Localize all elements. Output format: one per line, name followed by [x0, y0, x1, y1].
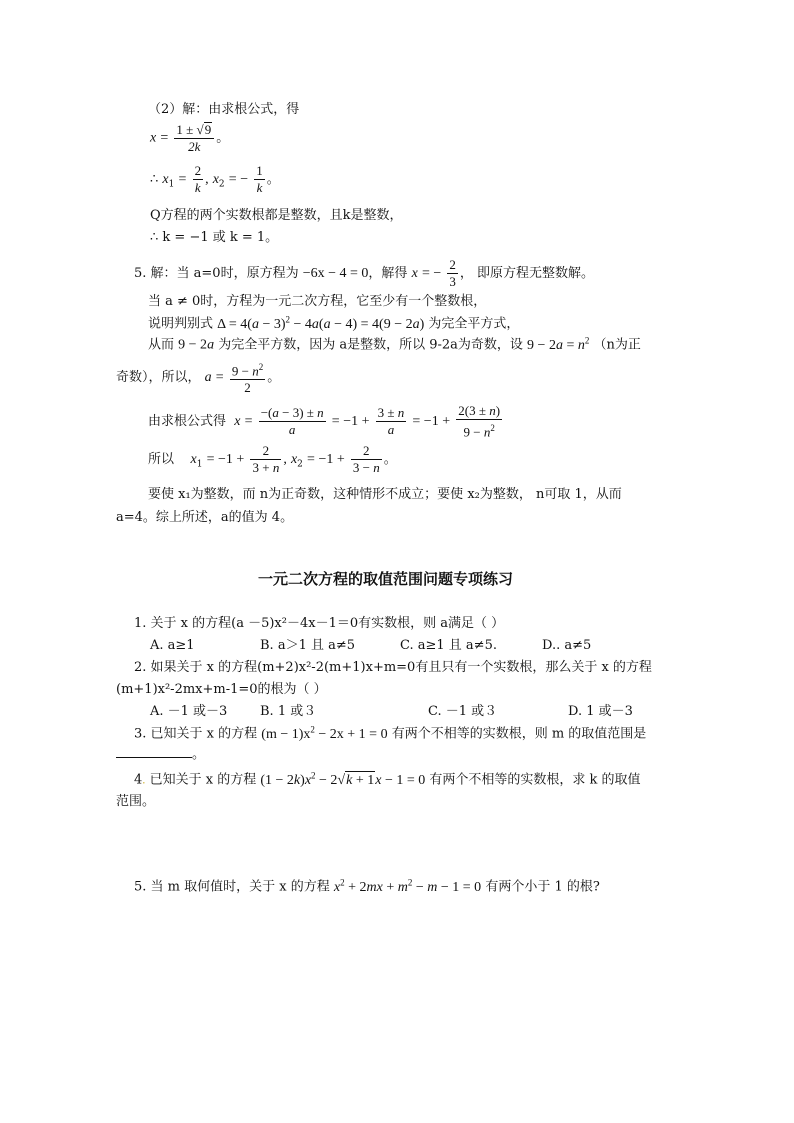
question-1-option-a [150, 638, 195, 654]
q5-sol-line5: 奇数），所以， a = $\frac{9 - n^2}{2}$ 。 [116, 362, 281, 396]
question-2-option-c-text: C. －1 或３ [428, 704, 498, 719]
question-2-option-a-text: A. －1 或－3 [150, 704, 228, 719]
question-2-option-d-text: D. 1 或－3 [568, 704, 633, 719]
question-5-stem [134, 877, 600, 896]
q2-roots: ∴ $x_1$ = $\frac{2}{k}$ , $x_2$ = − $\frac{1}{k}$ 。 [150, 163, 280, 195]
q2-root-denominator: 2k [188, 139, 201, 154]
q5-sol-line9-text: a=4。综上所述，a的值为 4。 [116, 510, 294, 525]
question-1-option-b [260, 638, 355, 654]
q5-sol-line8-text: 要使 x₁为整数，而 n为正奇数，这种情形不成立；要使 x₂为整数， n可取 1，从而 [148, 487, 622, 502]
question-5-equation: $x^2 + 2mx + m^2 - m - 1 = 0$ [333, 877, 482, 895]
question-1-stem [134, 616, 504, 632]
q5-sol-line2 [148, 294, 486, 310]
question-4-stem-line2 [116, 794, 155, 810]
q2-because-text: Q方程的两个实数根都是整数，且k是整数， [150, 208, 403, 223]
q2-intro [148, 102, 299, 118]
q2-root-fraction [174, 122, 214, 154]
question-2-option-a [150, 704, 227, 720]
q5-sol-line3-b: 为完全平方式， [428, 316, 520, 332]
q2-because [150, 208, 403, 224]
q5-sol-line6-a: 由求根公式得 [148, 414, 227, 430]
q5-sol-line6: 由求根公式得 x = $\frac{-(a - 3) \pm n}{a}$ = −1 + $\frac{3 \pm n}{a}$ = −1 + $\frac{2(3 \pm n)}{9 - n^2}$ [148, 403, 501, 440]
q5-sol-line3 [148, 314, 519, 333]
question-5-stem-a: 5. 当 m 取何值时，关于 x 的方程 [134, 879, 330, 895]
q5-sol-line2-text: 当 a ≠ 0时，方程为一元二次方程，它至少有一个整数根， [148, 294, 487, 309]
question-3-answer-blank[interactable] [116, 746, 192, 758]
question-2-option-b-text: B. 1 或３ [260, 704, 317, 719]
question-2-stem-line2 [116, 682, 327, 698]
question-1-option-c [400, 638, 497, 654]
q2-intro-text: （2）解：由求根公式，得 [148, 102, 300, 117]
q5-sol-line7: 所以 $x_1 = -1$ + $\frac{2}{3 + n}$ , $x_2 = -1$ + $\frac{2}{3 - n}$ 。 [148, 443, 397, 475]
q5-sol-line4-a: 从而 [148, 337, 175, 353]
q5-sol-line7-a: 所以 [148, 452, 175, 467]
question-3-stem-b: 有两个不相等的实数根，则 m 的取值范围是 [391, 726, 647, 742]
q2-conclusion-text: ∴ k = −1 或 k = 1。 [150, 230, 279, 245]
question-1-option-b-text: B. a＞1 且 a≠5 [260, 638, 356, 653]
therefore-symbol: ∴ [150, 172, 159, 187]
question-2-option-b [260, 704, 316, 720]
q5-sol-line1-b: ，解得 [368, 266, 408, 281]
question-3-stem [134, 724, 646, 743]
question-4-stem-b: 已知关于 x 的方程 [149, 772, 257, 788]
q5-sol-line8 [148, 487, 622, 503]
question-4-number: 4 [134, 772, 143, 788]
question-4-equation: $(1 - 2k)x^2 - 2√k + 1x - 1 = 0$ [260, 770, 426, 788]
q5-sol-line1-eq: −6x − 4 = 0 [302, 266, 369, 281]
question-1-option-c-text: C. a≥1 且 a≠5. [400, 638, 497, 653]
question-2-option-d [568, 704, 633, 720]
q5-sol-line4: 从而 9 − 2a 为完全平方数，因为 a是整数，所以 9-2a为奇数，设 $9 - 2a = n^2$ （n为正 [148, 335, 641, 353]
section-title [258, 570, 513, 589]
q5-sol-line3-a: 说明判别式 [148, 316, 214, 332]
question-2-stem-line1-text: 2. 如果关于 x 的方程(m+2)x²-2(m+1)x+m=0有且只有一个实数根，那么关于 x 的方程 [134, 660, 652, 675]
question-1-option-a-text: A. a≥1 [150, 638, 195, 653]
q5-sol-line5-a: 奇数），所以， [116, 370, 201, 386]
question-5-stem-b: 有两个小于 1 的根? [485, 879, 600, 895]
question-3-equation: $(m - 1)x^2 - 2x + 1 = 0$ [261, 724, 388, 742]
question-2-stem-line2-text: (m+1)x²-2mx+m-1=0的根为（ ） [116, 682, 327, 697]
q5-sol-line9 [116, 510, 293, 526]
question-1-option-d [542, 638, 591, 654]
question-3-stem-end: 。 [192, 747, 206, 762]
discriminant-expr: $\Delta = 4(a - 3)^2 - 4a(a - 4) = 4(9 - 2a)$ [217, 314, 425, 332]
q5-sol-line4-b: 为完全平方数，因为 a是整数，所以 9-2a为奇数，设 [218, 337, 523, 353]
question-1-option-d-text: D.. a≠5 [542, 638, 592, 653]
q2-root-numerator: 1 ± √9 [174, 122, 214, 139]
question-1-stem-text: 1. 关于 x 的方程(a －5)x²－4x－1＝0有实数根，则 a满足（ ） [134, 616, 505, 631]
question-3-stem-a: 3. 已知关于 x 的方程 [134, 726, 258, 742]
question-3-blank-line [116, 746, 205, 763]
question-4-stem-c: 有两个不相等的实数根，求 k 的取值 [429, 772, 641, 788]
q2-root-formula: x = $\frac{1 \pm √9}{2k}$ 。 [150, 122, 230, 154]
question-4-mark: . [142, 775, 146, 787]
q5-sol-line4-c: （n为正 [593, 337, 641, 353]
question-2-option-c [428, 704, 497, 720]
question-4-stem [134, 770, 641, 789]
q5-sol-line1: 5. 解：当 a=0时，原方程为 −6x − 4 = 0，解得 x = − $\frac{2}{3}$ ， 即原方程无整数解。 [134, 257, 595, 289]
section-title-text: 一元二次方程的取值范围问题专项练习 [258, 570, 514, 588]
q5-sol-line1-c: ， 即原方程无整数解。 [459, 266, 595, 281]
question-2-stem-line1 [134, 660, 652, 676]
q5-sol-line1-a: 5. 解：当 a=0时，原方程为 [134, 266, 299, 281]
q2-conclusion [150, 230, 278, 246]
question-4-stem-line2-text: 范围。 [116, 794, 156, 809]
